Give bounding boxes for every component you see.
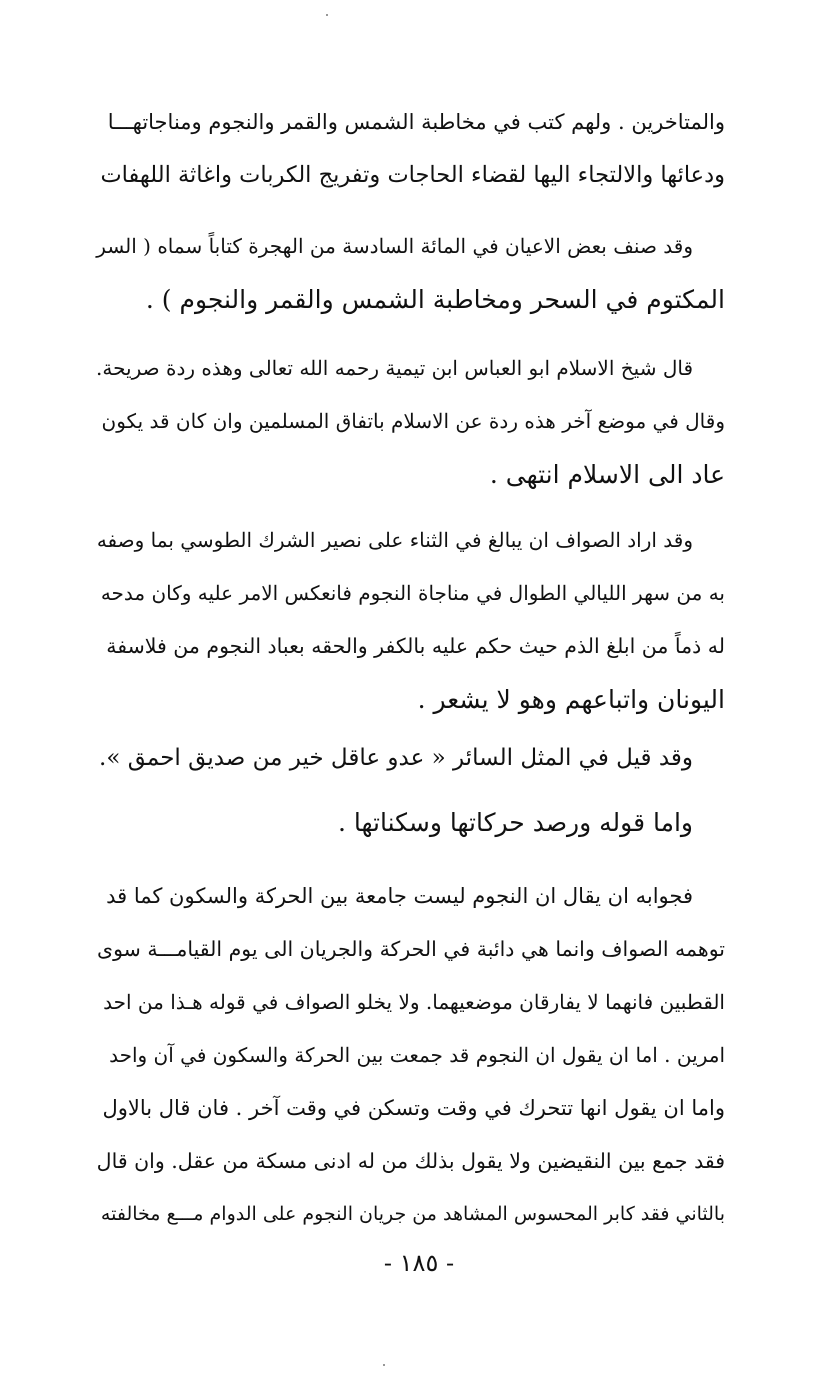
- scan-speck: [326, 14, 328, 16]
- text-line: واما ان يقول انها تتحرك في وقت وتسكن في وقت آخر . فان قال بالاول: [102, 1096, 725, 1120]
- paragraph-3: [95, 342, 725, 501]
- text-line: به من سهر الليالي الطوال في مناجاة النجوم فانعكس الامر عليه وكان مدحه: [100, 581, 725, 605]
- paragraph-7: [95, 870, 725, 1241]
- paragraph-5: [95, 732, 725, 785]
- text-line: وقد صنف بعض الاعيان في المائة السادسة من الهجرة كتاباً سماه ( السر: [96, 234, 693, 258]
- paragraph-1: [95, 96, 725, 202]
- text-line: القطبين فانهما لا يفارقان موضعيهما. ولا يخلو الصواف في قوله هـذا من احد: [103, 990, 725, 1014]
- text-line: له ذماً من ابلغ الذم حيث حكم عليه بالكفر والحقه بعباد النجوم من فلاسفة: [106, 634, 725, 658]
- text-line: امرين . اما ان يقول ان النجوم قد جمعت بين الحركة والسكون في آن واحد: [109, 1043, 725, 1067]
- paragraph-4: [95, 514, 725, 726]
- text-line: وقد قيل في المثل السائر « عدو عاقل خير من صديق احمق ».: [99, 745, 693, 771]
- text-line: المكتوم في السحر ومخاطبة الشمس والقمر والنجوم ) .: [145, 285, 725, 314]
- page-number: - ١٨٥ -: [383, 1249, 455, 1277]
- text-line: وقد اراد الصواف ان يبالغ في الثناء على نصير الشرك الطوسي بما وصفه: [96, 528, 693, 552]
- text-line: بالثاني فقد كابر المحسوس المشاهد من جريان النجوم على الدوام مـــع مخالفته: [100, 1203, 725, 1225]
- text-line: واما قوله ورصد حركاتها وسكناتها .: [337, 808, 693, 837]
- paragraph-2: [95, 220, 725, 326]
- text-line: فجوابه ان يقال ان النجوم ليست جامعة بين الحركة والسكون كما قد: [106, 884, 693, 908]
- text-line: والمتاخرين . ولهم كتب في مخاطبة الشمس والقمر والنجوم ومناجاتهـــا: [107, 110, 725, 134]
- text-line: اليونان واتباعهم وهو لا يشعر .: [417, 685, 725, 714]
- text-line: توهمه الصواف وانما هي دائبة في الحركة والجريان الى يوم القيامـــة سوى: [97, 937, 725, 961]
- text-line: فقد جمع بين النقيضين ولا يقول بذلك من له ادنى مسكة من عقل. وان قال: [96, 1149, 725, 1173]
- text-line: وقال في موضع آخر هذه ردة عن الاسلام باتفاق المسلمين وان كان قد يكون: [101, 409, 725, 433]
- paragraph-6: [95, 796, 725, 849]
- text-line: ودعائها والالتجاء اليها لقضاء الحاجات وتفريج الكربات واغاثة اللهفات: [100, 162, 725, 188]
- text-line: عاد الى الاسلام انتهى .: [489, 460, 725, 489]
- text-line: قال شيخ الاسلام ابو العباس ابن تيمية رحمه الله تعالى وهذه ردة صريحة.: [96, 356, 693, 380]
- scan-speck: [383, 1364, 385, 1366]
